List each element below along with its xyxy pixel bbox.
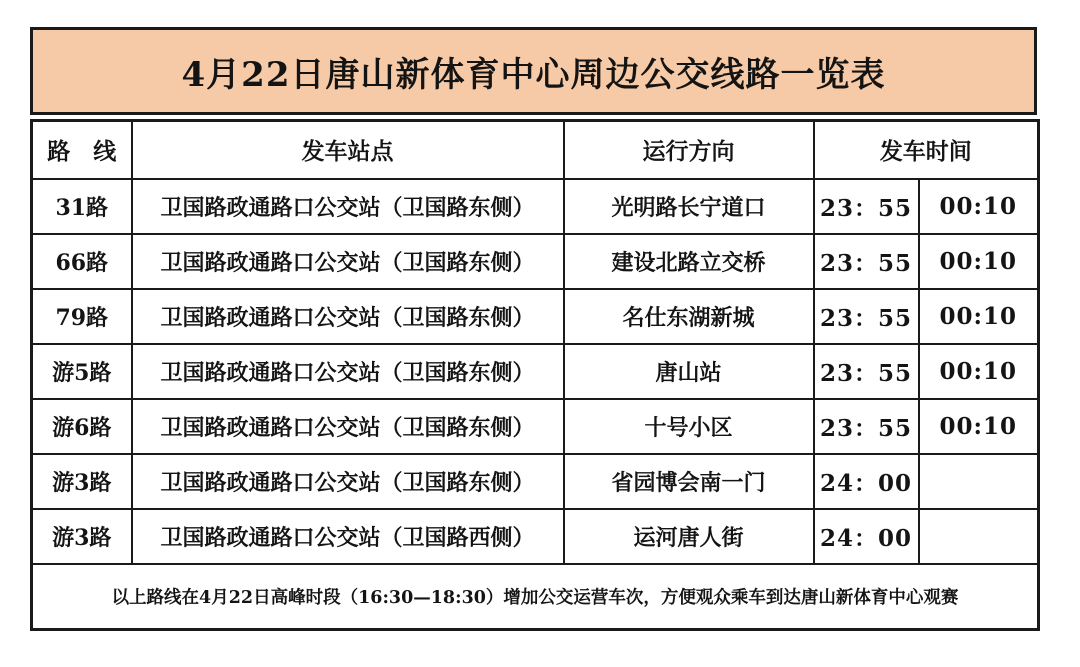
station-cell: 卫国路政通路口公交站（卫国路东侧） [132,179,564,234]
route-cell: 游6路 [32,399,132,454]
table-row [32,289,1039,344]
direction-cell: 唐山站 [564,344,814,399]
direction-cell: 名仕东湖新城 [564,289,814,344]
footer-row [32,564,1039,630]
footer-note: 以上路线在4月22日高峰时段（16:30—18:30）增加公交运营车次，方便观众乘车到达唐山新体育中心观赛 [32,564,1039,630]
route-cell: 游5路 [32,344,132,399]
table-row [32,344,1039,399]
time2-cell: 00:10 [919,344,1039,399]
station-cell: 卫国路政通路口公交站（卫国路东侧） [132,289,564,344]
time1-cell: 23：55 [814,289,919,344]
direction-cell: 十号小区 [564,399,814,454]
table-row [32,509,1039,564]
station-cell: 卫国路政通路口公交站（卫国路东侧） [132,454,564,509]
time2-cell: 00:10 [919,234,1039,289]
table-row [32,179,1039,234]
time1-cell: 23：55 [814,344,919,399]
time1-cell: 23：55 [814,234,919,289]
time1-cell: 23：55 [814,179,919,234]
header-departure-time: 发车时间 [814,121,1039,179]
header-row [32,121,1039,179]
direction-cell: 建设北路立交桥 [564,234,814,289]
time2-cell: 00:10 [919,289,1039,344]
direction-cell: 省园博会南一门 [564,454,814,509]
table-row [32,399,1039,454]
time1-cell: 24：00 [814,454,919,509]
station-cell: 卫国路政通路口公交站（卫国路东侧） [132,344,564,399]
route-cell: 游3路 [32,454,132,509]
direction-cell: 光明路长宁道口 [564,179,814,234]
route-cell: 31路 [32,179,132,234]
time2-cell [919,454,1039,509]
table-row [32,454,1039,509]
header-station: 发车站点 [132,121,564,179]
time1-cell: 24：00 [814,509,919,564]
page-title: 4月22日唐山新体育中心周边公交线路一览表 [30,27,1037,115]
route-cell: 79路 [32,289,132,344]
station-cell: 卫国路政通路口公交站（卫国路东侧） [132,234,564,289]
time1-cell: 23：55 [814,399,919,454]
time2-cell: 00:10 [919,179,1039,234]
route-cell: 游3路 [32,509,132,564]
table-row [32,234,1039,289]
station-cell: 卫国路政通路口公交站（卫国路东侧） [132,399,564,454]
header-route: 路 线 [32,121,132,179]
bus-routes-table [30,119,1040,631]
route-cell: 66路 [32,234,132,289]
time2-cell: 00:10 [919,399,1039,454]
direction-cell: 运河唐人街 [564,509,814,564]
station-cell: 卫国路政通路口公交站（卫国路西侧） [132,509,564,564]
time2-cell [919,509,1039,564]
header-direction: 运行方向 [564,121,814,179]
